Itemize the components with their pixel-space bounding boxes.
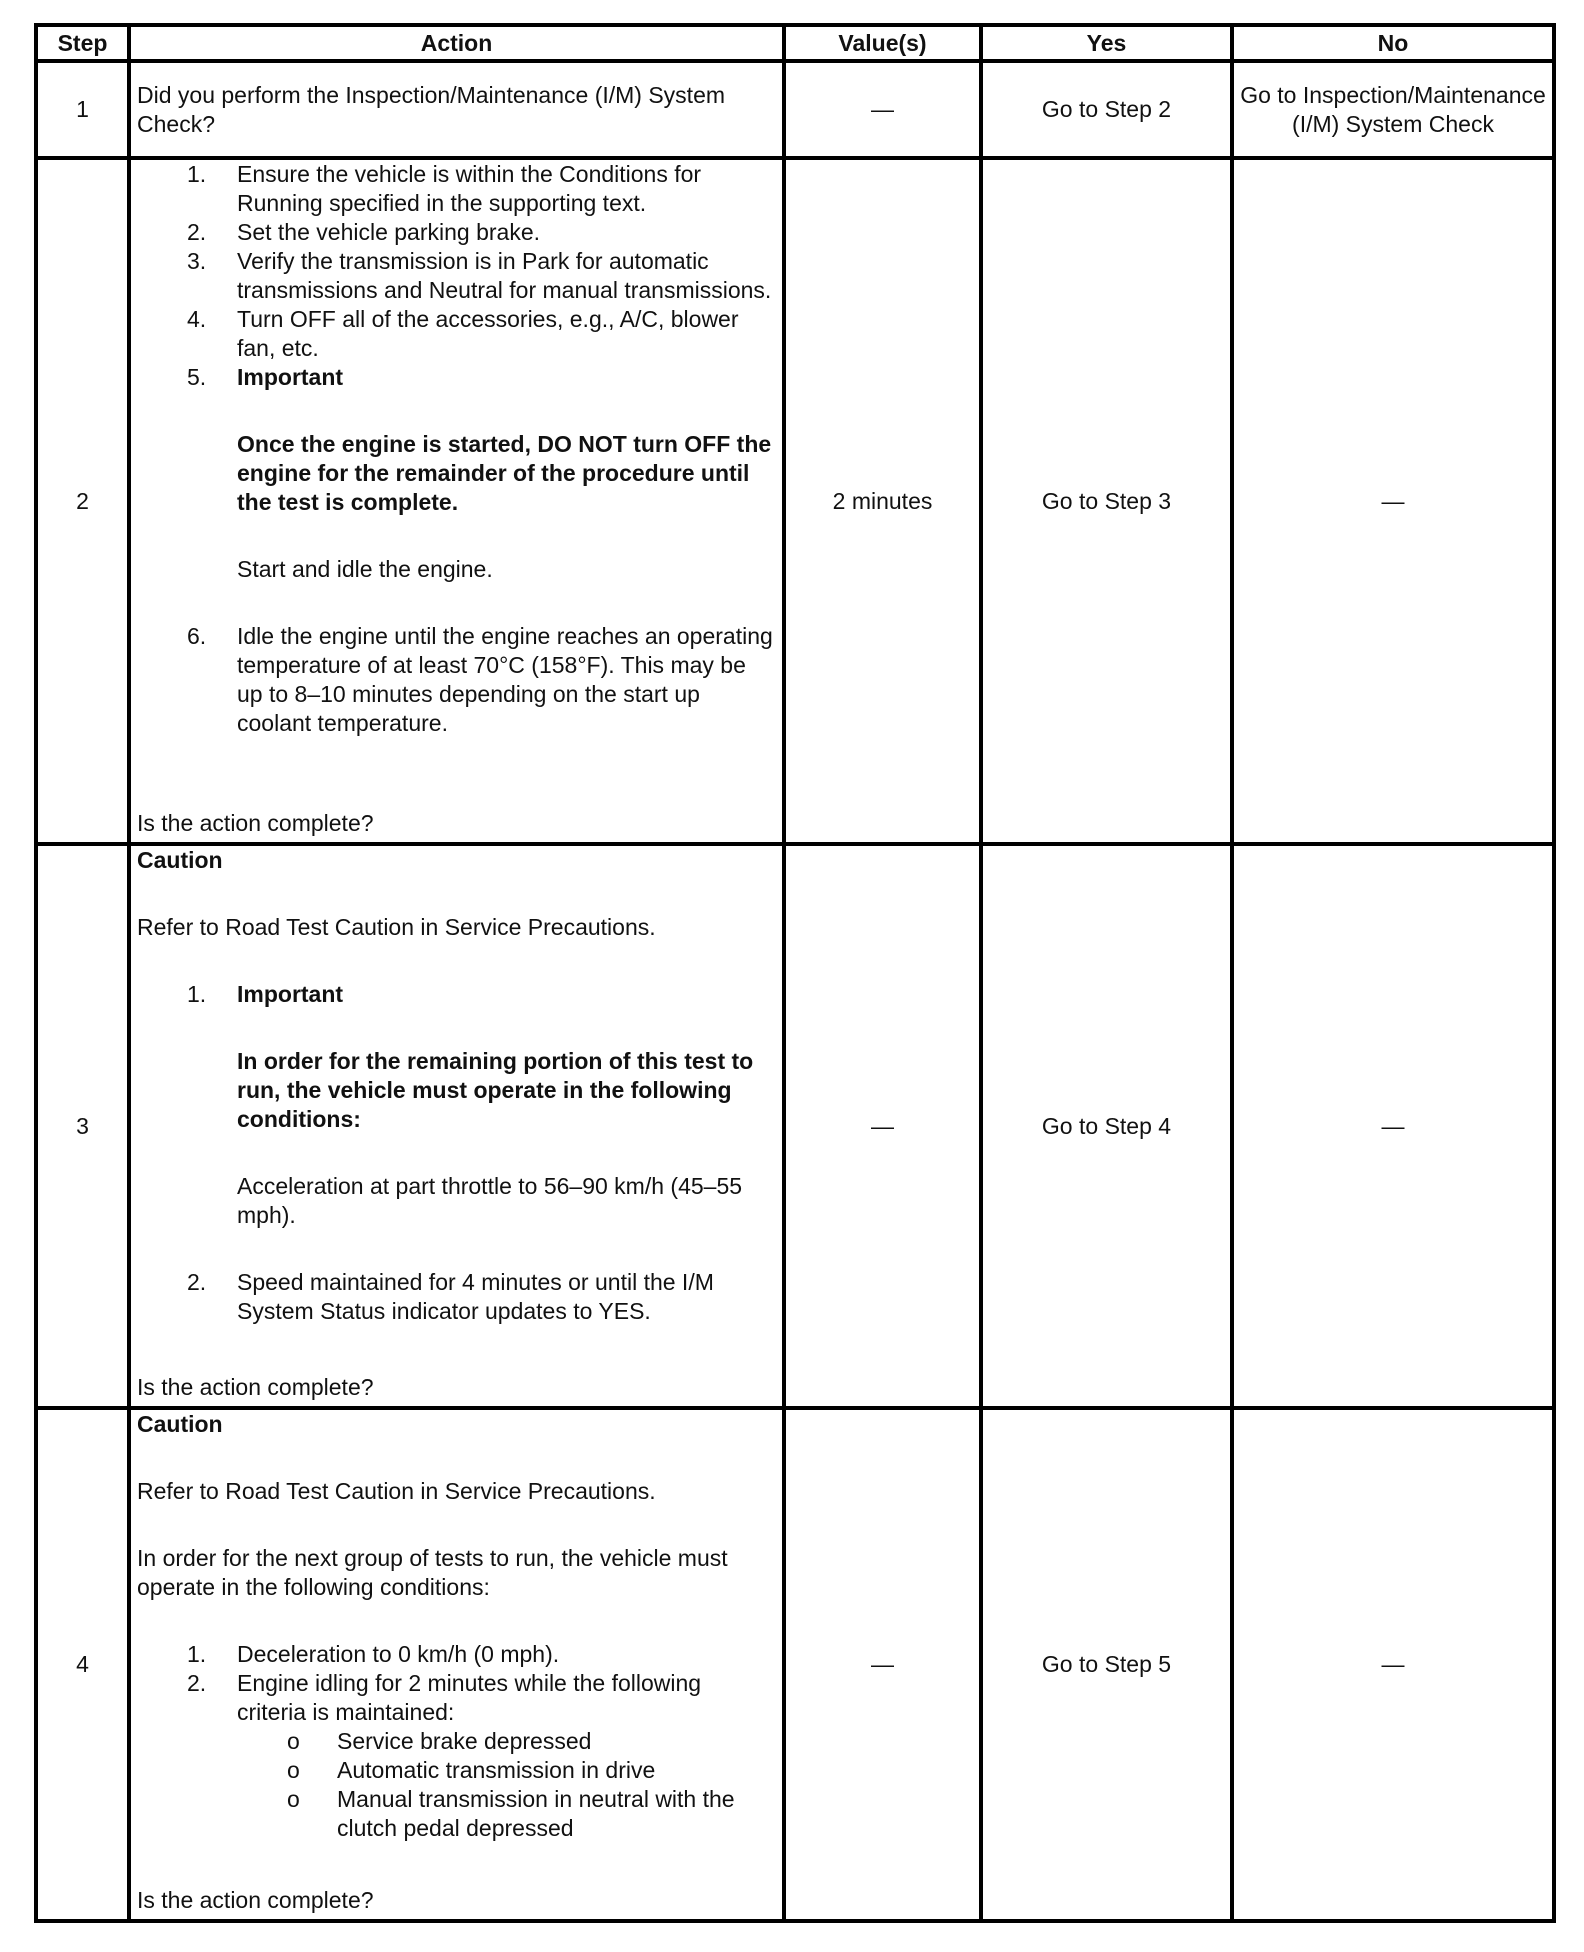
- table-row: [36, 844, 1554, 1408]
- action-steps: [137, 980, 776, 1326]
- step-number: 2: [36, 158, 129, 844]
- header-yes: Yes: [981, 25, 1232, 61]
- action-cell: [129, 158, 784, 844]
- yes-cell: Go to Step 4: [981, 844, 1232, 1408]
- list-item: 1. Important: [187, 981, 344, 1007]
- no-cell: —: [1232, 844, 1554, 1408]
- list-item: [137, 392, 776, 622]
- value-cell: —: [784, 61, 981, 158]
- action-question: Is the action complete?: [137, 1887, 374, 1913]
- action-cell: [129, 844, 784, 1408]
- list-item: [137, 1727, 776, 1843]
- value-cell: —: [784, 844, 981, 1408]
- caution-text: Refer to Road Test Caution in Service Precautions.: [137, 1478, 656, 1504]
- header-action: Action: [129, 25, 784, 61]
- list-item: 2. Set the vehicle parking brake.: [187, 219, 541, 245]
- sub-instruction: Acceleration at part throttle to 56–90 km/h (45–55 mph).: [237, 1173, 743, 1228]
- list-item: 5. Important: [187, 364, 344, 390]
- list-item: 1. Ensure the vehicle is within the Conditions for Running specified in the supporting text.: [187, 161, 702, 216]
- action-question: Did you perform the Inspection/Maintenance (I/M) System Check?: [137, 81, 726, 137]
- header-row: [36, 25, 1554, 61]
- header-no: No: [1232, 25, 1554, 61]
- list-item: o Service brake depressed: [287, 1728, 592, 1754]
- important-note: Once the engine is started, DO NOT turn OFF the engine for the remainder of the procedure until the test is complete.: [237, 431, 772, 515]
- step-number: 3: [36, 844, 129, 1408]
- yes-cell: Go to Step 2: [981, 61, 1232, 158]
- action-cell: [129, 1408, 784, 1921]
- table-row: [36, 1408, 1554, 1921]
- list-item: 2. Speed maintained for 4 minutes or until the I/M System Status indicator updates to YES.: [187, 1269, 714, 1324]
- header-step: Step: [36, 25, 129, 61]
- action-question: Is the action complete?: [137, 810, 374, 836]
- action-steps: [137, 1640, 776, 1843]
- diagnostic-procedure-table: [34, 23, 1556, 1923]
- list-item: 2. Engine idling for 2 minutes while the following criteria is maintained:: [187, 1670, 702, 1725]
- yes-cell: Go to Step 5: [981, 1408, 1232, 1921]
- list-item: 6. Idle the engine until the engine reaches an operating temperature of at least 70°C (158°F). This may be up to 8–10 minutes depending on the start up coolant temperature.: [187, 623, 773, 736]
- no-cell: Go to Inspection/Maintenance (I/M) System Check: [1232, 61, 1554, 158]
- table-row: [36, 158, 1554, 844]
- caution-heading: Caution: [137, 1411, 223, 1437]
- list-item: o Manual transmission in neutral with the clutch pedal depressed: [287, 1786, 735, 1841]
- criteria-list: [237, 1727, 776, 1843]
- list-item: 4. Turn OFF all of the accessories, e.g., A/C, blower fan, etc.: [187, 306, 739, 361]
- table-row: [36, 61, 1554, 158]
- no-cell: —: [1232, 158, 1554, 844]
- list-item: 1. Deceleration to 0 km/h (0 mph).: [187, 1641, 560, 1667]
- step-number: 4: [36, 1408, 129, 1921]
- action-cell: [129, 61, 784, 158]
- sub-instruction: Start and idle the engine.: [237, 556, 493, 582]
- action-steps: [137, 160, 776, 738]
- list-item: o Automatic transmission in drive: [287, 1757, 656, 1783]
- header-values: Value(s): [784, 25, 981, 61]
- yes-cell: Go to Step 3: [981, 158, 1232, 844]
- value-cell: —: [784, 1408, 981, 1921]
- value-cell: 2 minutes: [784, 158, 981, 844]
- intro-text: In order for the next group of tests to run, the vehicle must operate in the following conditions:: [137, 1545, 728, 1600]
- caution-heading: Caution: [137, 847, 223, 873]
- list-item: [137, 1009, 776, 1268]
- no-cell: —: [1232, 1408, 1554, 1921]
- action-question: Is the action complete?: [137, 1374, 374, 1400]
- list-item: 3. Verify the transmission is in Park for automatic transmissions and Neutral for manual transmissions.: [187, 248, 772, 303]
- important-note: In order for the remaining portion of this test to run, the vehicle must operate in the following conditions:: [237, 1048, 754, 1132]
- caution-text: Refer to Road Test Caution in Service Precautions.: [137, 914, 656, 940]
- step-number: 1: [36, 61, 129, 158]
